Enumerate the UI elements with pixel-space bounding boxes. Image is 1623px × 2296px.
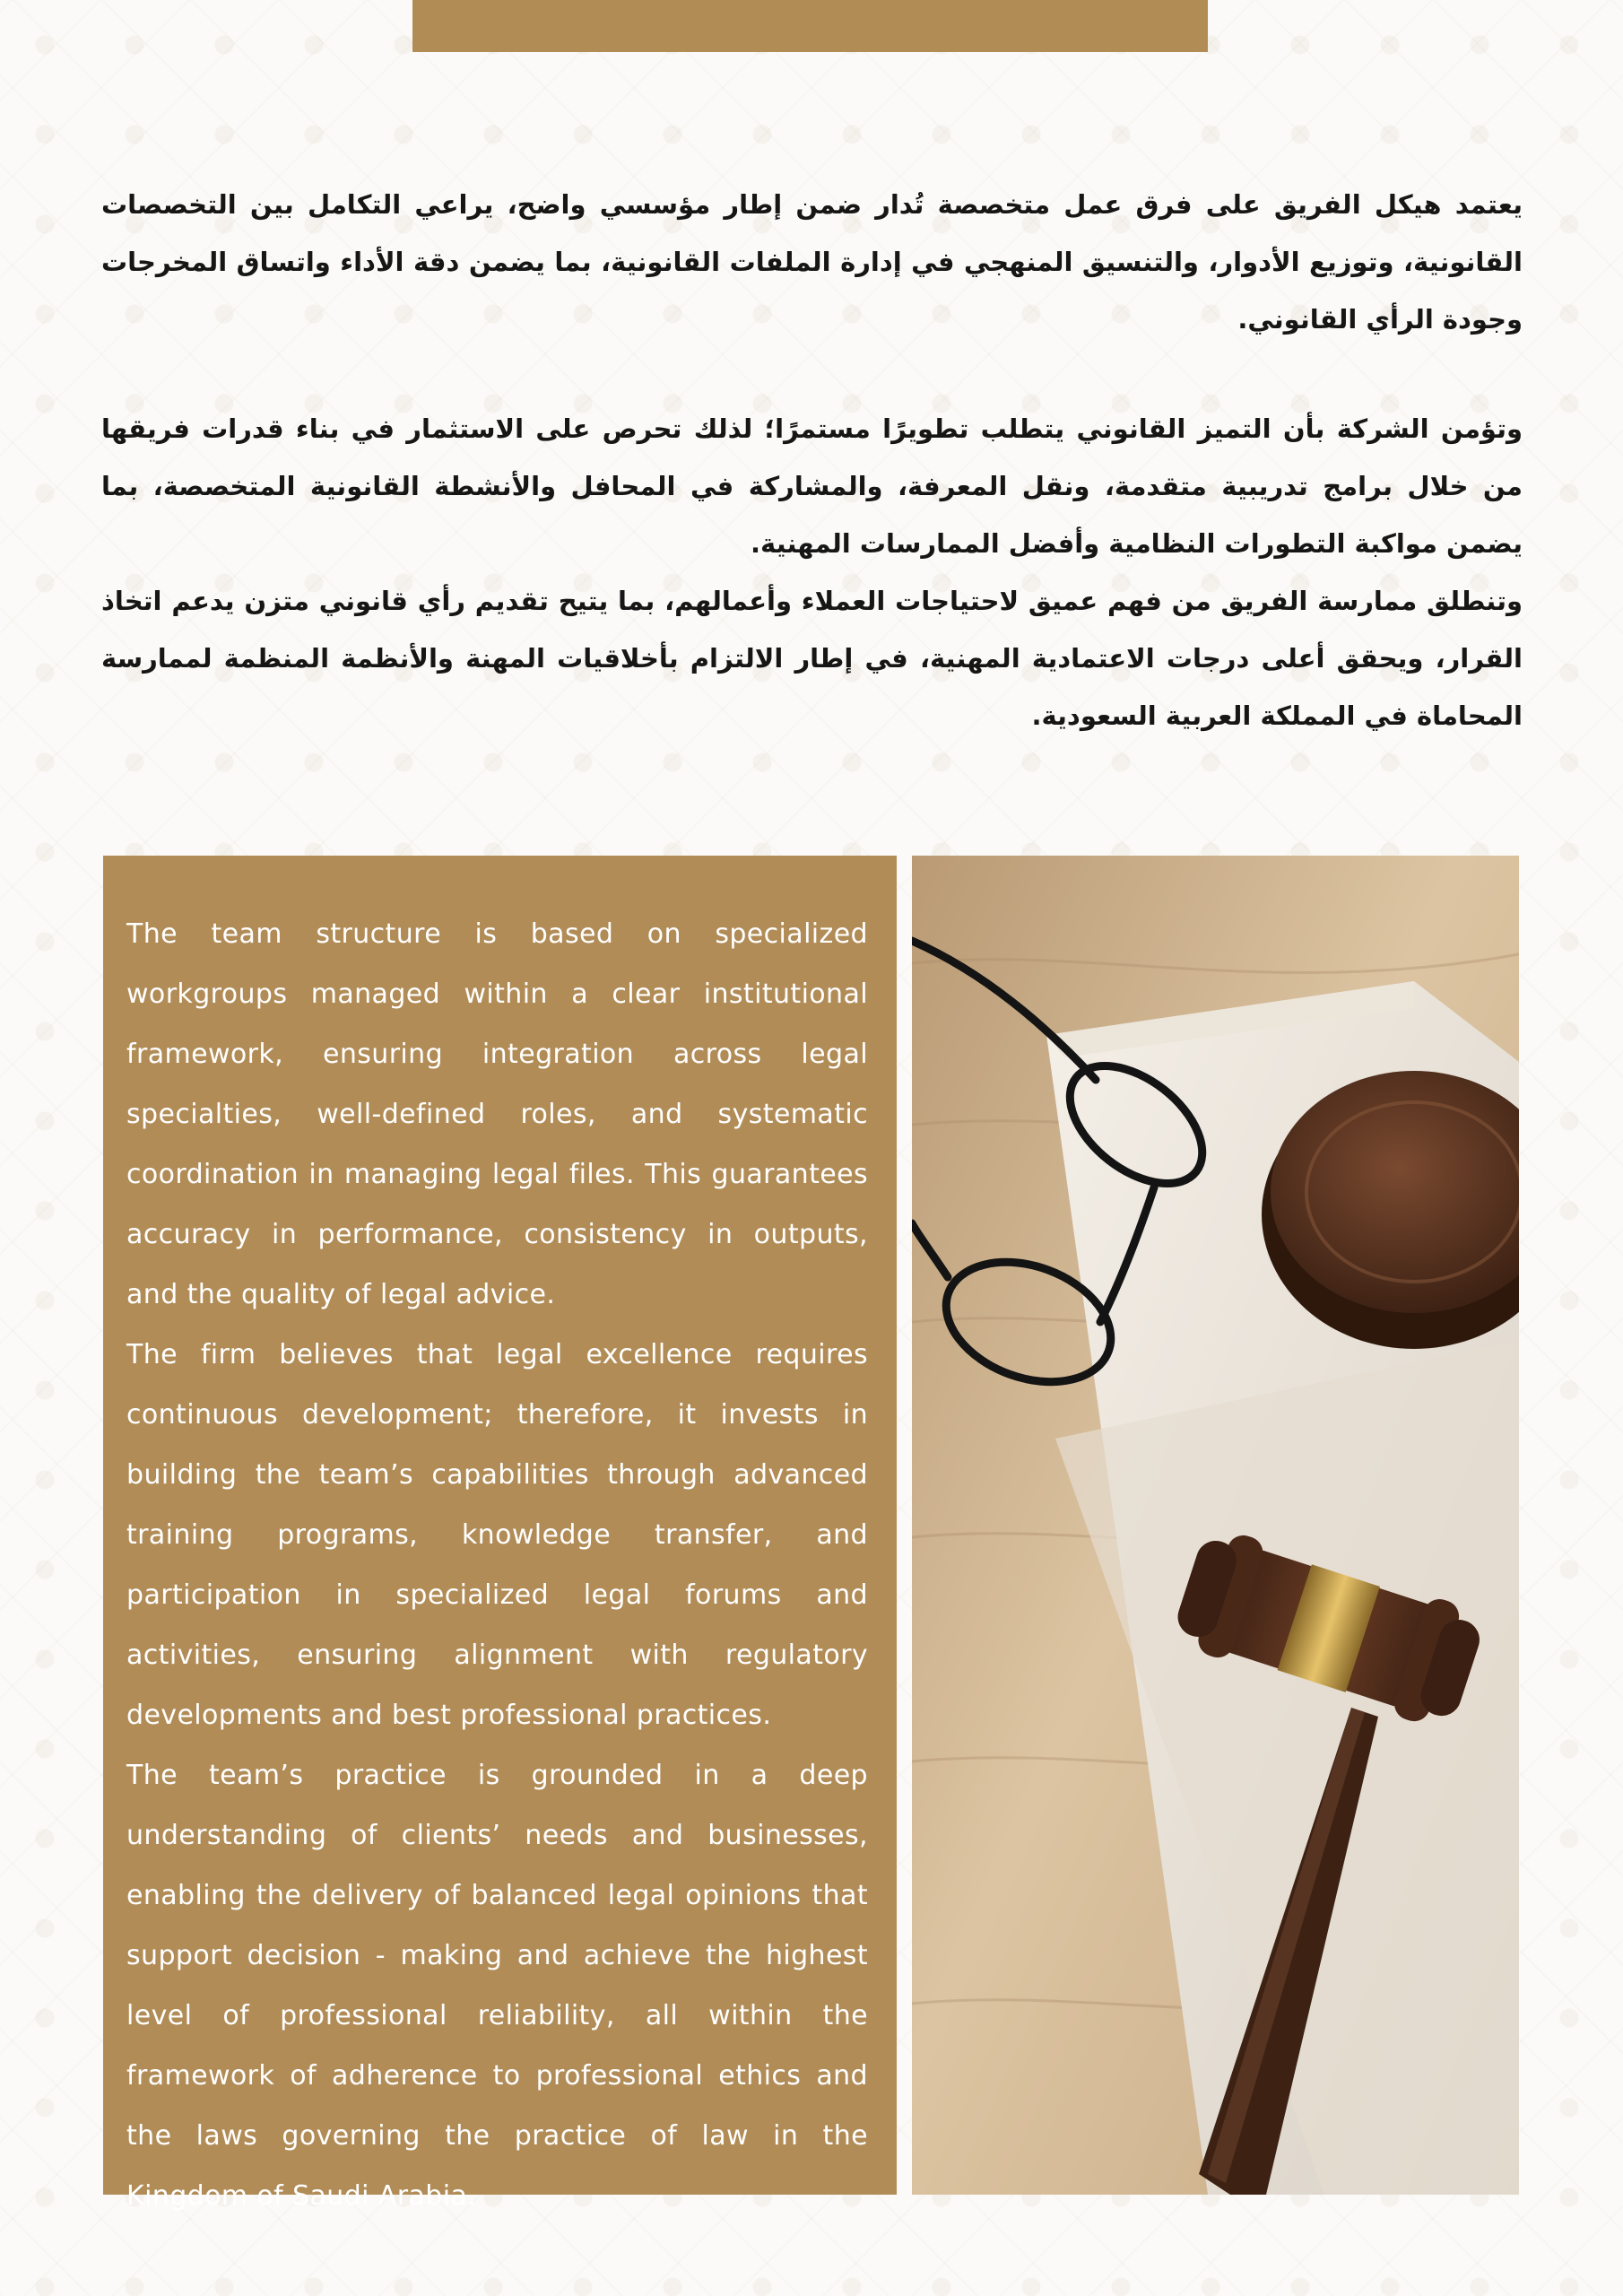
gavel-photo-illustration [912, 856, 1519, 2195]
arabic-paragraph-3: وتنطلق ممارسة الفريق من فهم عميق لاحتياجات العملاء وأعمالهم، بما يتيح تقديم رأي قانوني متزن يدعم اتخاذ القرار، ويحقق أعلى درجات الاعتمادية المهنية، في إطار الالتزام بأخلاقيات المهنة والأنظمة المنظمة لممارسة المحاماة في المملكة العربية السعودية. [101, 586, 1523, 731]
english-paragraph-1: The team structure is based on specialized workgroups managed within a clear institutional framework, ensuring integration across legal specialties, well-defined roles, and systematic coordination in managing legal files. This guarantees accuracy in performance, consistency in outputs, and the quality of legal advice. [126, 918, 868, 1310]
top-accent-bar [412, 0, 1208, 52]
arabic-body-section [101, 400, 1523, 744]
arabic-paragraph-1: يعتمد هيكل الفريق على فرق عمل متخصصة تُدار ضمن إطار مؤسسي واضح، يراعي التكامل بين التخصصات القانونية، وتوزيع الأدوار، والتنسيق المنهجي في إدارة الملفات القانونية، بما يضمن دقة الأداء واتساق المخرجات وجودة الرأي القانوني. [101, 189, 1523, 335]
arabic-intro-section [101, 176, 1523, 348]
arabic-paragraph-2: وتؤمن الشركة بأن التميز القانوني يتطلب تطويرًا مستمرًا؛ لذلك تحرص على الاستثمار في بناء قدرات فريقها من خلال برامج تدريبية متقدمة، ونقل المعرفة، والمشاركة في المحافل والأنشطة القانونية المتخصصة، بما يضمن مواكبة التطورات النظامية وأفضل الممارسات المهنية. [101, 413, 1523, 559]
english-text-panel [103, 856, 897, 2212]
gavel-glasses-photo [912, 856, 1519, 2195]
english-paragraph-2: The firm believes that legal excellence requires continuous development; therefore, it invests in building the team’s capabilities through advanced training programs, knowledge transfer, and participation in specialized legal forums and activities, ensuring alignment with regulatory developments and best professional practices. [126, 1339, 868, 1731]
english-paragraph-3: The team’s practice is grounded in a deep understanding of clients’ needs and businesses, enabling the delivery of balanced legal opinions that support decision - making and achieve the highest level of professional reliability, all within the framework of adherence to professional ethics and the laws governing the practice of law in the Kingdom of Saudi Arabia. [126, 1760, 868, 2212]
